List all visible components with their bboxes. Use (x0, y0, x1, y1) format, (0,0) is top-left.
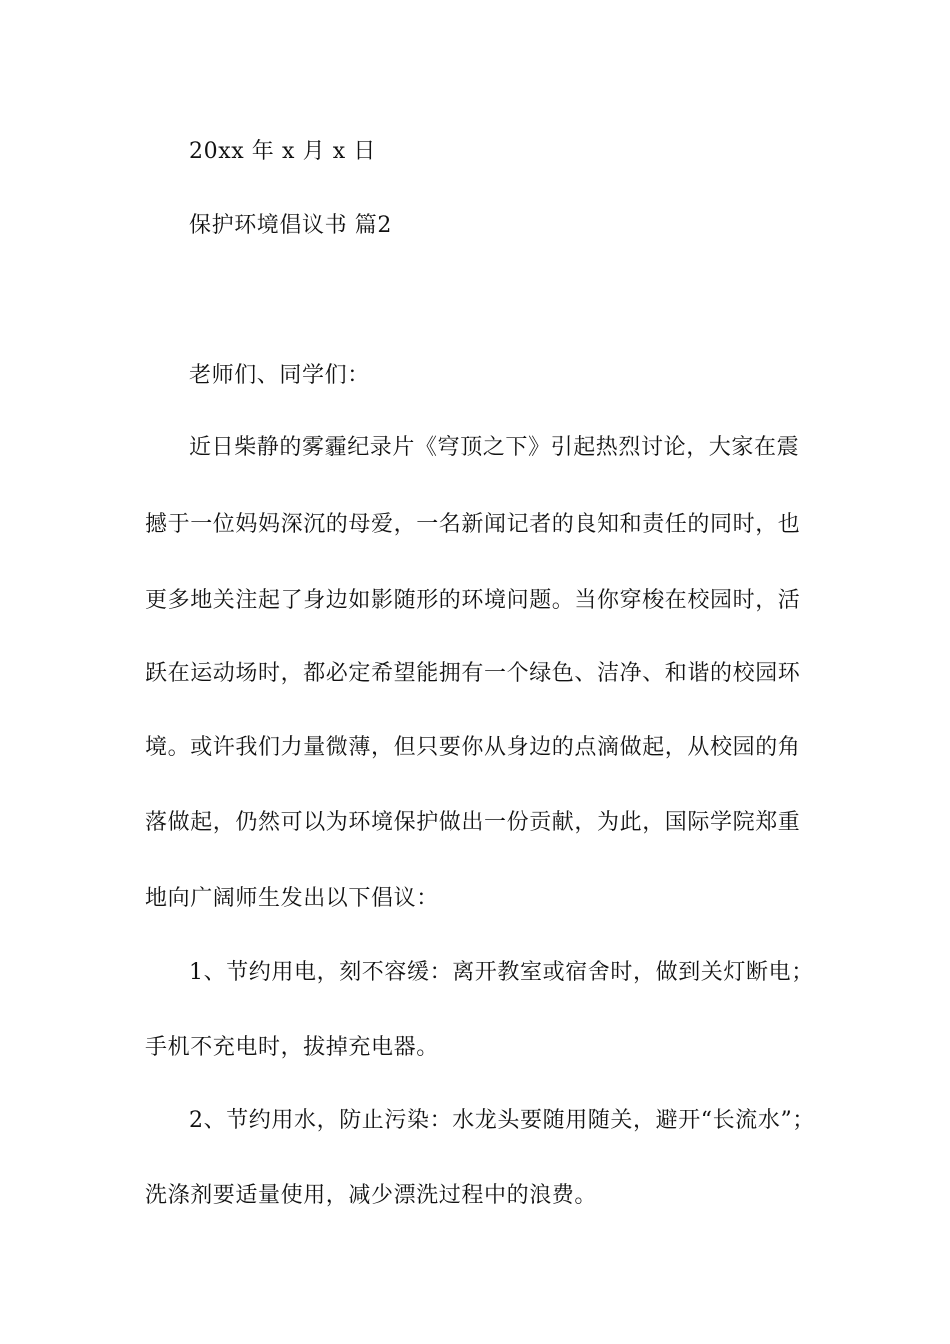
paragraph-line: 地向广阔师生发出以下倡议： (145, 886, 439, 911)
paragraph-line: 落做起，仍然可以为环境保护做出一份贡献，为此，国际学院郑重 (145, 810, 801, 835)
salutation: 老师们、同学们： (189, 363, 370, 388)
date-line: 20xx 年 x 月 x 日 (189, 139, 376, 164)
paragraph-line: 更多地关注起了身边如影随形的环境问题。当你穿梭在校园时，活 (145, 588, 801, 613)
paragraph-line: 境。或许我们力量微薄，但只要你从身边的点滴做起，从校园的角 (145, 735, 801, 760)
paragraph-line: 近日柴静的雾霾纪录片《穹顶之下》引起热烈讨论，大家在震 (189, 435, 800, 460)
paragraph-line: 撼于一位妈妈深沉的母爱，一名新闻记者的良知和责任的同时，也 (145, 512, 801, 537)
document-title: 保护环境倡议书 篇2 (189, 213, 392, 238)
list-item-line: 1、节约用电，刻不容缓：离开教室或宿舍时，做到关灯断电； (189, 960, 814, 985)
paragraph-line: 跃在运动场时，都必定希望能拥有一个绿色、洁净、和谐的校园环 (145, 661, 801, 686)
list-item-line: 2、节约用水，防止污染：水龙头要随用随关，避开“长流水”； (189, 1108, 815, 1133)
list-item-line: 手机不充电时，拔掉充电器。 (145, 1035, 439, 1060)
list-item-line: 洗涤剂要适量使用，减少漂洗过程中的浪费。 (145, 1183, 598, 1208)
